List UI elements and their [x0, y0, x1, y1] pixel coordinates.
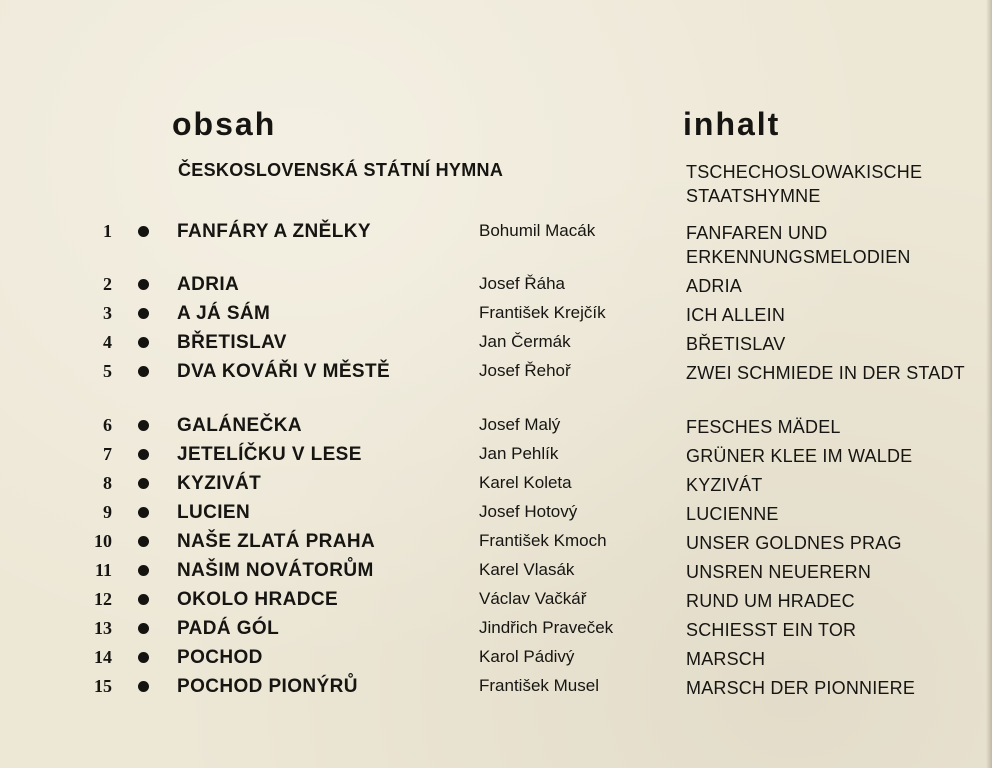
bullet-dot-icon: [138, 308, 149, 319]
bullet-dot-icon: [138, 652, 149, 663]
track-number: 4: [103, 332, 112, 352]
track-title-cz: ADRIA: [177, 274, 240, 295]
anthem-title-de: TSCHECHOSLOWAKISCHE STAATSHYMNE: [686, 162, 923, 206]
track-title-de: MARSCH DER PIONNIERE: [686, 678, 916, 698]
track-title-cz: OKOLO HRADCE: [177, 589, 339, 610]
track-title-cz: KYZIVÁT: [177, 473, 262, 494]
bullet-dot-icon: [138, 420, 149, 431]
page-edge-shadow: [986, 0, 992, 768]
track-title-cz: POCHOD: [177, 647, 263, 668]
track-title-de: KYZIVÁT: [686, 475, 763, 495]
track-number: 9: [103, 502, 112, 522]
track-title-cz: POCHOD PIONÝRŮ: [177, 676, 358, 697]
track-title-de: UNSER GOLDNES PRAG: [686, 533, 902, 553]
bullet-dot-icon: [138, 565, 149, 576]
bullet-dot-icon: [138, 536, 149, 547]
track-number: 3: [103, 303, 112, 323]
track-composer: Václav Vačkář: [479, 589, 587, 608]
bullet-dot-icon: [138, 623, 149, 634]
track-title-de: FESCHES MÄDEL: [686, 417, 841, 437]
track-composer: Jan Pehlík: [479, 444, 559, 463]
track-title-de: FANFAREN UND ERKENNUNGSMELODIEN: [686, 223, 911, 267]
bullet-dot-icon: [138, 478, 149, 489]
bullet-dot-icon: [138, 226, 149, 237]
track-title-cz: PADÁ GÓL: [177, 618, 280, 639]
bullet-dot-icon: [138, 594, 149, 605]
track-composer: Josef Malý: [479, 415, 561, 434]
track-number: 13: [94, 618, 112, 638]
bullet-dot-icon: [138, 507, 149, 518]
track-composer: František Krejčík: [479, 303, 606, 322]
track-composer: Josef Řehoř: [479, 361, 571, 380]
track-title-cz: BŘETISLAV: [177, 332, 287, 353]
track-title-cz: GALÁNEČKA: [177, 415, 302, 436]
track-composer: František Musel: [479, 676, 599, 695]
bullet-dot-icon: [138, 681, 149, 692]
heading-inhalt: inhalt: [683, 106, 781, 142]
track-composer: Karel Koleta: [479, 473, 572, 492]
track-number: 8: [103, 473, 112, 493]
track-number: 10: [94, 531, 112, 551]
heading-obsah: obsah: [172, 106, 277, 142]
track-number: 7: [103, 444, 112, 464]
track-title-cz: JETELÍČKU V LESE: [177, 444, 362, 465]
track-title-cz: FANFÁRY A ZNĚLKY: [177, 221, 371, 242]
track-title-de: LUCIENNE: [686, 504, 779, 524]
track-title-cz: LUCIEN: [177, 502, 251, 523]
track-composer: Karel Vlasák: [479, 560, 575, 579]
track-title-cz: NAŠIM NOVÁTORŮM: [177, 560, 374, 581]
track-title-de: UNSREN NEUERERN: [686, 562, 872, 582]
track-composer: Bohumil Macák: [479, 221, 596, 240]
track-composer: Jindřich Praveček: [479, 618, 614, 637]
track-title-de: MARSCH: [686, 649, 766, 669]
track-number: 11: [94, 560, 112, 580]
track-title-de: BŘETISLAV: [686, 334, 786, 354]
bullet-dot-icon: [138, 279, 149, 290]
track-composer: Karol Pádivý: [479, 647, 575, 666]
track-number: 14: [94, 647, 112, 667]
bullet-dot-icon: [138, 366, 149, 377]
track-number: 1: [103, 221, 112, 241]
track-title-cz: A JÁ SÁM: [177, 303, 271, 324]
track-title-de: ZWEI SCHMIEDE IN DER STADT: [686, 363, 965, 383]
track-number: 15: [94, 676, 112, 696]
bullet-dot-icon: [138, 449, 149, 460]
track-title-de: SCHIESST EIN TOR: [686, 620, 857, 640]
track-number: 5: [103, 361, 112, 381]
track-composer: Jan Čermák: [479, 332, 571, 351]
track-composer: Josef Řáha: [479, 274, 565, 293]
track-title-cz: NAŠE ZLATÁ PRAHA: [177, 531, 376, 552]
anthem-title-cz: ČESKOSLOVENSKÁ STÁTNÍ HYMNA: [178, 160, 504, 180]
track-number: 12: [94, 589, 112, 609]
track-title-cz: DVA KOVÁŘI V MĚSTĚ: [177, 361, 391, 382]
track-title-de: GRÜNER KLEE IM WALDE: [686, 446, 913, 466]
bullet-dot-icon: [138, 337, 149, 348]
track-composer: František Kmoch: [479, 531, 607, 550]
track-number: 6: [103, 415, 112, 435]
track-number: 2: [103, 274, 112, 294]
track-title-de: RUND UM HRADEC: [686, 591, 855, 611]
track-composer: Josef Hotový: [479, 502, 578, 521]
track-title-de: ICH ALLEIN: [686, 305, 786, 325]
track-title-de: ADRIA: [686, 276, 743, 296]
